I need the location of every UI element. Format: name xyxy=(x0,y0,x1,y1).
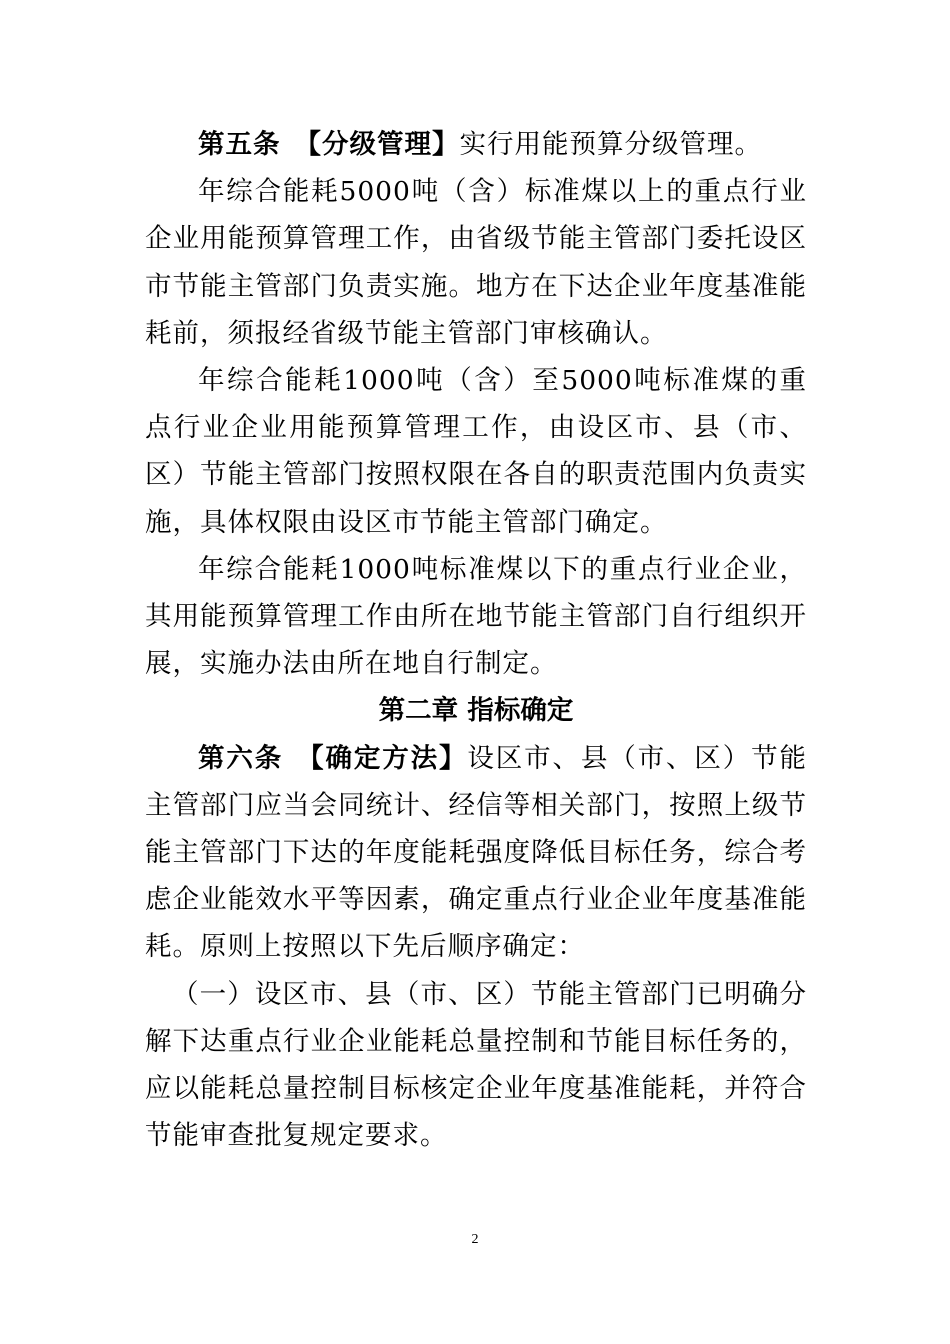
article-5-label: 第五条 xyxy=(198,129,281,160)
article-6-text: 设区市、县（市、区）节能主管部门应当会同统计、经信等相关部门，按照上级节能主管部门下达的年度能耗强度降低目标任务，综合考虑企业能效水平等因素，确定重点行业企业年度基准能耗。原则上按照以下先后顺序确定： xyxy=(145,742,807,963)
article-6-label: 第六条 xyxy=(198,742,284,774)
article-6-paragraph xyxy=(145,735,807,971)
article-6-heading: 【确定方法】 xyxy=(297,742,468,774)
page-number: 2 xyxy=(471,1232,479,1247)
paragraph-1000-5000-tons: 年综合能耗1000吨（含）至5000吨标准煤的重点行业企业用能预算管理工作，由设区市、县（市、区）节能主管部门按照权限在各自的职责范围内负责实施，具体权限由设区市节能主管部门确定。 xyxy=(145,365,807,538)
chapter-title: 第二章 指标确定 xyxy=(378,695,574,727)
paragraph-5000-tons: 年综合能耗5000吨（含）标准煤以上的重点行业企业用能预算管理工作，由省级节能主管部门委托设区市节能主管部门负责实施。地方在下达企业年度基准能耗前，须报经省级节能主管部门审核确认。 xyxy=(145,176,807,349)
article-5-heading: 【分级管理】 xyxy=(294,129,460,160)
article-5-paragraph xyxy=(145,121,807,168)
document-body xyxy=(145,121,807,1159)
article-5-text: 实行用能预算分级管理。 xyxy=(459,129,762,160)
list-item-1: （一）设区市、县（市、区）节能主管部门已明确分解下达重点行业企业能耗总量控制和节能目标任务的，应以能耗总量控制目标核定企业年度基准能耗，并符合节能审查批复规定要求。 xyxy=(145,978,807,1152)
paragraph-below-1000-tons: 年综合能耗1000吨标准煤以下的重点行业企业，其用能预算管理工作由所在地节能主管部门自行组织开展，实施办法由所在地自行制定。 xyxy=(145,553,807,680)
